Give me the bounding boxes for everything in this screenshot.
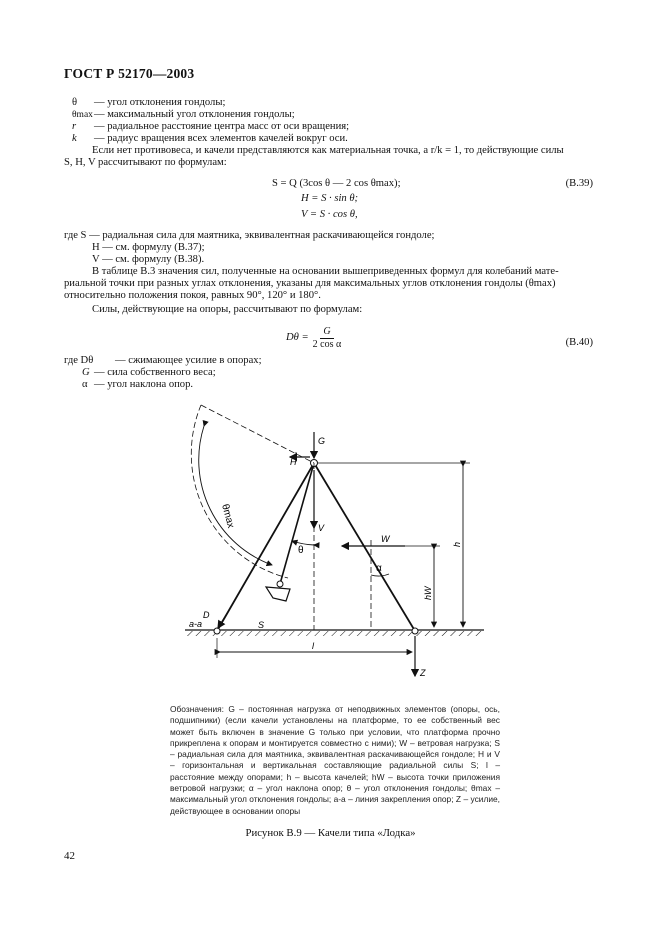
theta-max-arc	[199, 426, 272, 565]
equation-number: (В.40)	[565, 337, 593, 348]
theta-max-dashed-arc	[191, 405, 288, 578]
def-sym: θ	[72, 97, 78, 108]
fraction-numerator: G	[320, 327, 333, 339]
where-sym: G	[82, 367, 90, 378]
where-text: — сжимающее усилие в опорах;	[115, 355, 262, 366]
def-sym: k	[72, 133, 77, 144]
label-theta: θ	[298, 545, 304, 556]
def-text: — радиальное расстояние центра масс от оси вращения;	[94, 121, 350, 132]
figure-title: Рисунок В.9 — Качели типа «Лодка»	[245, 827, 416, 839]
equation-H: H = S · sin θ;	[301, 193, 359, 204]
label-hW: hW	[423, 586, 433, 600]
pendulum-arm	[280, 463, 314, 584]
label-aa: a-a	[189, 619, 203, 629]
paragraph-line: Если нет противовеса, и качели представляются как материальная точка, а r/k = 1, то действующие силы	[92, 145, 564, 156]
label-G: G	[318, 436, 326, 446]
label-alpha: α	[376, 563, 382, 574]
where-text: — сила собственного веса;	[94, 367, 216, 378]
where-sym: где Dθ	[64, 355, 94, 366]
label-l: l	[312, 641, 314, 651]
label-V: V	[318, 523, 325, 533]
equation-lhs: Dθ =	[286, 332, 309, 344]
label-D: D	[203, 610, 210, 620]
paragraph-line: S, H, V рассчитывают по формулам:	[64, 157, 227, 168]
gondola	[266, 587, 290, 601]
equation-V: V = S · cos θ,	[301, 209, 358, 220]
where-line: V — см. формулу (В.38).	[92, 254, 205, 265]
where-text: — угол наклона опор.	[94, 379, 194, 390]
ground-hatch	[185, 631, 484, 636]
theta-max-ray	[201, 405, 314, 463]
equation-S: S = Q (3cos θ — 2 cos θmax);	[272, 178, 401, 189]
paragraph-line: относительно положения покоя, равных 90°, 120° и 180°.	[64, 290, 321, 301]
gondola-pivot	[277, 581, 283, 587]
figure-caption: Обозначения: G – постоянная нагрузка от неподвижных элементов (опоры, ось, подшипники) (если качели установлены на платформе, то ее собственный вес может быть включен в значение G только при условии, что платформа прочно прикреплена к опорам и монтируется совместно с ними); W – ветровая нагрузка; S – радиальная сила для маятника, эквивалентная раскачивающейся гондоле; H и V – горизонтальная и вертикальная составляющие радиальной силы S; l – расстояние между опорами; h – высота качелей; hW – высота точки приложения ветровой нагрузки; α – угол наклона опор; θ – угол отклонения гондолы; θmax – максимальный угол отклонения гондолы; a-a – линия закрепления опор; Z – усилие, действующее в основании опоры	[170, 704, 500, 816]
label-Z: Z	[420, 668, 426, 678]
fraction-denominator: 2 cos α	[312, 339, 342, 350]
where-line: H — см. формулу (В.37);	[92, 242, 205, 253]
support-right-base	[412, 628, 418, 634]
where-line: где S — радиальная сила для маятника, эквивалентная раскачивающейся гондоле;	[64, 230, 435, 241]
paragraph-line: риальной точки при разных углах отклонения, указаны для максимальных углов отклонения гондолы (θmax)	[64, 278, 556, 289]
label-S: S	[258, 620, 265, 630]
def-text: — радиус вращения всех элементов качелей вокруг оси.	[94, 133, 348, 144]
def-text: — максимальный угол отклонения гондолы;	[94, 109, 295, 120]
support-left-base	[214, 628, 220, 634]
support-right	[314, 463, 415, 631]
standard-header: ГОСТ Р 52170—2003	[64, 66, 195, 81]
def-sym: θmax	[72, 110, 93, 120]
where-sym: α	[82, 379, 88, 390]
paragraph-line: В таблице В.3 значения сил, полученные на основании вышеприведенных формул для колебаний мате-	[92, 266, 559, 277]
label-H: H	[290, 457, 297, 467]
label-W: W	[381, 534, 390, 544]
page-number: 42	[64, 850, 75, 862]
def-sym: r	[72, 121, 77, 132]
def-text: — угол отклонения гондолы;	[94, 97, 226, 108]
label-h: h	[452, 541, 462, 547]
paragraph-line: Силы, действующие на опоры, рассчитывают по формулам:	[92, 304, 363, 315]
D-arrow	[218, 612, 228, 628]
label-theta-max: θmax	[219, 502, 237, 530]
equation-number: (В.39)	[565, 178, 593, 189]
